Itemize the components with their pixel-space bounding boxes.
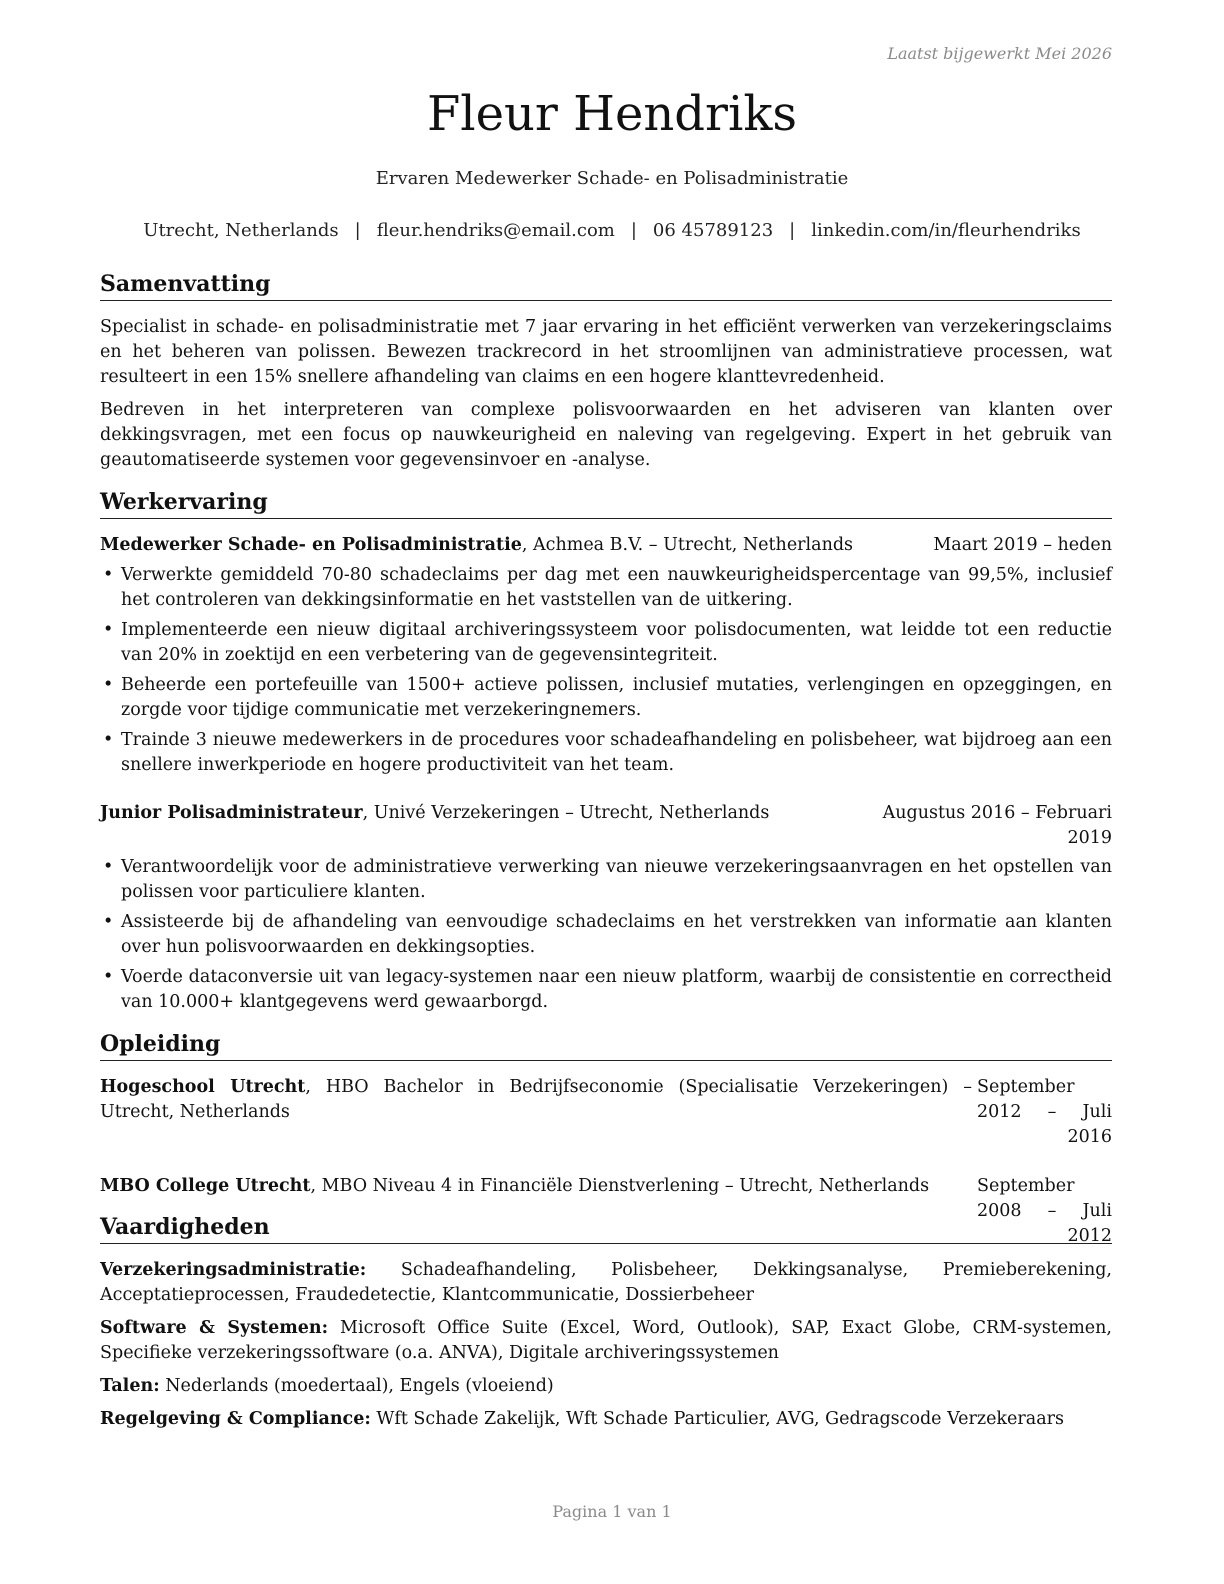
job-header	[100, 801, 1112, 851]
education-school: Hogeschool Utrecht	[100, 1077, 306, 1097]
contact-linkedin[interactable]: linkedin.com/in/fleurhendriks	[811, 220, 1081, 241]
job-dates: Maart 2019 – heden	[933, 535, 1112, 555]
skill-value: Nederlands (moedertaal), Engels (vloeiend)	[165, 1376, 554, 1396]
skill-value: Schadeafhandeling, Polisbeheer, Dekkingsanalyse, Premieberekening, Acceptatieprocessen, Fraudedetectie, Klantcommunicatie, Dossierbeheer	[100, 1260, 1112, 1305]
job-header	[100, 533, 1112, 558]
skill-label: Verzekeringsadministratie:	[100, 1260, 367, 1280]
experience-section	[100, 488, 1112, 1015]
job-dates: Augustus 2016 – Februari 2019	[882, 803, 1112, 848]
job-title: Medewerker Schade- en Polisadministratie	[100, 535, 522, 555]
contact-email[interactable]: fleur.hendriks@email.com	[376, 220, 615, 241]
job-title-line	[100, 801, 800, 851]
candidate-tagline: Ervaren Medewerker Schade- en Polisadministratie	[375, 168, 849, 189]
candidate-name: Fleur Hendriks	[426, 86, 798, 142]
section-heading-experience: Werkervaring	[100, 488, 1112, 519]
education-entry	[100, 1075, 1112, 1150]
summary-paragraph: Bedreven in het interpreteren van complexe polisvoorwaarden en het adviseren van klanten over dekkingsvragen, met een focus op nauwkeurigheid en naleving van regelgeving. Expert in het gebruik van geautomatiseerde systemen voor gegevensinvoer en -analyse.	[100, 400, 1112, 470]
education-school-line	[100, 1075, 972, 1150]
contact-line	[0, 220, 1224, 241]
contact-separator: |	[789, 220, 796, 241]
section-heading-summary: Samenvatting	[100, 270, 1112, 301]
summary-paragraph: Specialist in schade- en polisadministratie met 7 jaar ervaring in het efficiënt verwerken van verzekeringsclaims en het beheren van polissen. Bewezen trackrecord in het stroomlijnen van administratieve processen, wat resulteert in een 15% snellere afhandeling van claims en een hogere klanttevredenheid.	[100, 317, 1112, 387]
job-bullets	[100, 855, 1112, 1015]
job-title-line	[100, 533, 853, 558]
education-degree: , MBO Niveau 4 in Financiële Dienstverlening – Utrecht, Netherlands	[310, 1176, 930, 1196]
job-bullet: • Beheerde een portefeuille van 1500+ actieve polissen, inclusief mutaties, verlengingen en opzeggingen, en zorgde voor tijdige communicatie met verzekeringnemers.	[100, 673, 1112, 723]
contact-location: Utrecht, Netherlands	[143, 220, 339, 241]
summary-section	[100, 270, 1112, 473]
job-bullet: • Voerde dataconversie uit van legacy-systemen naar een nieuw platform, waarbij de consistentie en correctheid van 10.000+ klantgegevens werd gewaarborgd.	[100, 965, 1112, 1015]
education-school: MBO College Utrecht	[100, 1176, 311, 1196]
section-heading-education: Opleiding	[100, 1030, 1112, 1061]
skill-label: Regelgeving & Compliance:	[100, 1409, 371, 1429]
job-bullet: • Implementeerde een nieuw digitaal archiveringssysteem voor polisdocumenten, wat leidde tot een reductie van 20% in zoektijd en een verbetering van de gegevensintegriteit.	[100, 618, 1112, 668]
skill-label: Software & Systemen:	[100, 1318, 329, 1338]
skill-value: Wft Schade Zakelijk, Wft Schade Particulier, AVG, Gedragscode Verzekeraars	[376, 1409, 1064, 1429]
skills-section	[100, 1213, 1112, 1432]
skill-value: Microsoft Office Suite (Excel, Word, Outlook), SAP, Exact Globe, CRM-systemen, Specifieke verzekeringssoftware (o.a. ANVA), Digitale archiveringssystemen	[100, 1318, 1112, 1363]
job-bullet: • Assisteerde bij de afhandeling van eenvoudige schadeclaims en het verstrekken van informatie aan klanten over hun polisvoorwaarden en dekkingsopties.	[100, 910, 1112, 960]
job-bullet: • Trainde 3 nieuwe medewerkers in de procedures voor schadeafhandeling en polisbeheer, wat bijdroeg aan een snellere inwerkperiode en hogere productiviteit van het team.	[100, 728, 1112, 778]
skill-line	[100, 1407, 1112, 1432]
job-title: Junior Polisadministrateur	[100, 803, 363, 823]
education-dates: September 2008 – Juli 2012	[977, 1176, 1112, 1246]
last-updated: Laatst bijgewerkt Mei 2026	[887, 44, 1112, 63]
job-entry	[100, 533, 1112, 778]
skill-label: Talen:	[100, 1376, 160, 1396]
job-company: , Achmea B.V. – Utrecht, Netherlands	[521, 535, 854, 555]
section-heading-skills: Vaardigheden	[100, 1213, 1112, 1244]
skill-line	[100, 1316, 1112, 1366]
education-degree: , HBO Bachelor in Bedrijfseconomie (Specialisatie Verzekeringen) – Utrecht, Netherlands	[100, 1077, 972, 1122]
job-bullets	[100, 563, 1112, 778]
job-entry	[100, 801, 1112, 1015]
contact-separator: |	[354, 220, 361, 241]
contact-phone[interactable]: 06 45789123	[652, 220, 774, 241]
job-company: , Univé Verzekeringen – Utrecht, Netherlands	[362, 803, 770, 823]
contact-separator: |	[630, 220, 637, 241]
education-dates: September 2012 – Juli 2016	[977, 1077, 1112, 1147]
skill-line	[100, 1374, 1112, 1399]
page-number: Pagina 1 van 1	[552, 1502, 672, 1521]
job-bullet: • Verwerkte gemiddeld 70-80 schadeclaims per dag met een nauwkeurigheidspercentage van 99,5%, inclusief het controleren van dekkingsinformatie en het vaststellen van de uitkering.	[100, 563, 1112, 613]
job-bullet: • Verantwoordelijk voor de administratieve verwerking van nieuwe verzekeringsaanvragen en het opstellen van polissen voor particuliere klanten.	[100, 855, 1112, 905]
skill-line	[100, 1258, 1112, 1308]
